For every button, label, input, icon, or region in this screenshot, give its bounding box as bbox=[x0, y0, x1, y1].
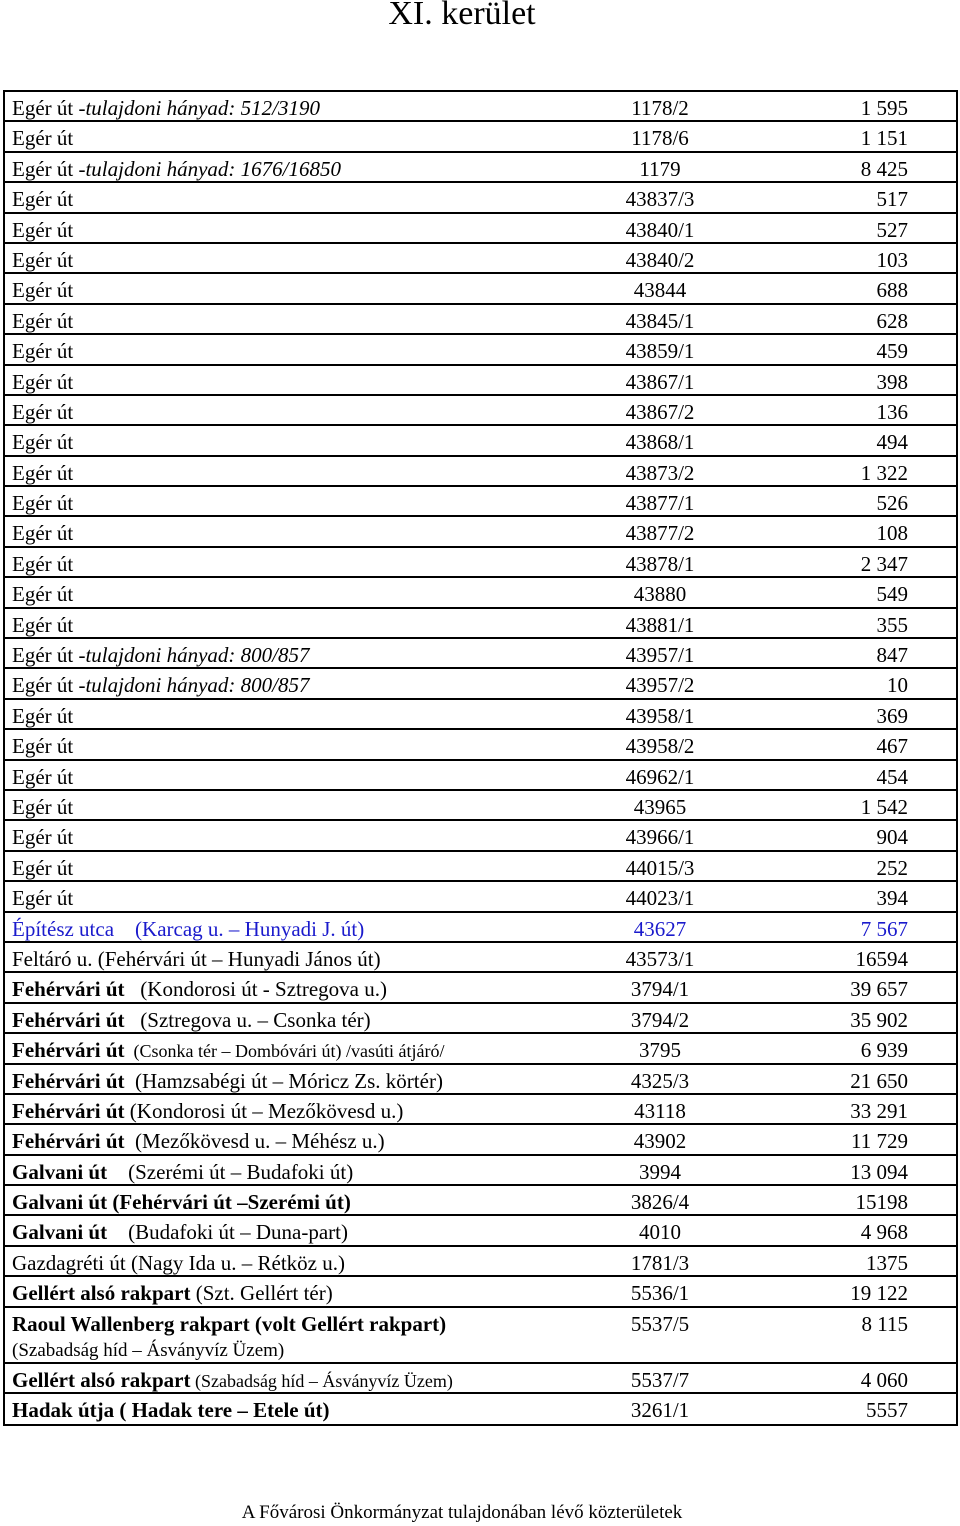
table-row bbox=[5, 548, 956, 578]
street-name: Egér út bbox=[12, 491, 74, 516]
street-name-cell bbox=[12, 580, 73, 608]
area-value: 7 567 bbox=[860, 916, 908, 941]
street-name: Fehérvári út bbox=[12, 1068, 125, 1093]
lot-number: 43867/2 bbox=[625, 399, 695, 424]
lot-number: 3795 bbox=[639, 1038, 681, 1063]
street-name-cell bbox=[12, 1188, 351, 1216]
lot-number: 43837/3 bbox=[625, 187, 695, 212]
street-name: Egér út bbox=[12, 825, 74, 850]
lot-number: 43873/2 bbox=[625, 460, 695, 485]
table-row bbox=[5, 1216, 956, 1246]
street-name-cell bbox=[12, 94, 320, 122]
area-value: 517 bbox=[876, 187, 908, 212]
street-name: Egér út bbox=[12, 187, 74, 212]
lot-number: 43957/1 bbox=[625, 643, 695, 668]
street-name-cell bbox=[12, 823, 73, 851]
street-name: Egér út bbox=[12, 247, 74, 272]
street-name: Gellért alsó rakpart bbox=[12, 1281, 191, 1306]
area-value: 8 425 bbox=[860, 156, 908, 181]
area-value: 35 902 bbox=[850, 1007, 908, 1032]
street-name: Gellért alsó rakpart bbox=[12, 1367, 191, 1392]
street-name: Egér út bbox=[12, 156, 74, 181]
street-name: Egér út bbox=[12, 278, 74, 303]
lot-number: 5536/1 bbox=[630, 1281, 690, 1306]
area-value: 1 322 bbox=[860, 460, 908, 485]
lot-number: 43957/2 bbox=[625, 673, 695, 698]
table-row bbox=[5, 1247, 956, 1277]
street-name-cell bbox=[12, 793, 73, 821]
street-name: Fehérvári út bbox=[12, 1129, 125, 1154]
lot-number: 43118 bbox=[634, 1098, 686, 1123]
street-name: Egér út bbox=[12, 794, 74, 819]
table-row bbox=[5, 517, 956, 547]
street-name: Egér út bbox=[12, 673, 74, 698]
table-row bbox=[5, 639, 956, 669]
street-name-cell bbox=[12, 185, 73, 213]
area-value: 15198 bbox=[855, 1190, 908, 1215]
area-value: 369 bbox=[876, 703, 908, 728]
street-name-cell bbox=[12, 155, 341, 183]
street-name-cell bbox=[12, 732, 73, 760]
street-name-cell bbox=[12, 489, 73, 517]
area-value: 1 542 bbox=[860, 794, 908, 819]
table-row bbox=[5, 214, 956, 244]
area-value: 19 122 bbox=[850, 1281, 908, 1306]
street-name: Egér út bbox=[12, 308, 74, 333]
street-name: Fehérvári út bbox=[12, 1007, 125, 1032]
ownership-share-note: -tulajdoni hányad: 800/857 bbox=[73, 643, 310, 668]
area-value: 394 bbox=[876, 886, 908, 911]
area-value: 136 bbox=[876, 399, 908, 424]
street-section: (Karcag u. – Hunyadi J. út) bbox=[114, 916, 365, 941]
table-row bbox=[5, 791, 956, 821]
table-row bbox=[5, 396, 956, 426]
lot-number: 43877/2 bbox=[625, 521, 695, 546]
street-name: Galvani út bbox=[12, 1220, 108, 1245]
street-name-cell bbox=[12, 854, 73, 882]
table-row bbox=[5, 1095, 956, 1125]
page-footer: A Fővárosi Önkormányzat tulajdonában lévő közterületek bbox=[241, 1502, 683, 1523]
street-name-cell bbox=[12, 276, 73, 304]
area-value: 108 bbox=[876, 521, 908, 546]
street-name-cell bbox=[12, 1366, 453, 1395]
table-row bbox=[5, 882, 956, 912]
area-value: 103 bbox=[876, 247, 908, 272]
street-name-cell bbox=[12, 975, 387, 1003]
street-name: Egér út bbox=[12, 551, 74, 576]
area-value: 526 bbox=[876, 491, 908, 516]
street-section: (Fehérvári út – Hunyadi János út) bbox=[92, 946, 381, 971]
table-row bbox=[5, 1277, 956, 1307]
table-row bbox=[5, 153, 956, 183]
table-row bbox=[5, 669, 956, 699]
table-row bbox=[5, 335, 956, 365]
street-name: Egér út bbox=[12, 126, 74, 151]
ownership-share-note: -tulajdoni hányad: 1676/16850 bbox=[73, 156, 341, 181]
street-name: Egér út bbox=[12, 734, 74, 759]
lot-number: 43627 bbox=[633, 916, 687, 941]
table-row bbox=[5, 1364, 956, 1394]
lot-number: 3994 bbox=[639, 1159, 681, 1184]
street-name-cell bbox=[12, 124, 73, 152]
area-value: 398 bbox=[876, 369, 908, 394]
lot-number: 43880 bbox=[633, 582, 687, 607]
street-name: Galvani út (Fehérvári út –Szerémi út) bbox=[12, 1190, 351, 1215]
street-section: (Kondorosi út - Sztregova u.) bbox=[124, 977, 387, 1002]
table-row bbox=[5, 457, 956, 487]
street-name-cell bbox=[12, 671, 309, 699]
street-name: Fehérvári út bbox=[12, 1038, 125, 1063]
lot-number: 1179 bbox=[639, 156, 681, 181]
area-value: 459 bbox=[876, 339, 908, 364]
lot-number: 44015/3 bbox=[625, 855, 695, 880]
street-name: Fehérvári út bbox=[12, 977, 125, 1002]
street-name-cell bbox=[12, 1279, 333, 1307]
street-section: (Hamzsabégi út – Móricz Zs. körtér) bbox=[124, 1068, 443, 1093]
table-row bbox=[5, 913, 956, 943]
area-value: 16594 bbox=[855, 946, 908, 971]
area-value: 252 bbox=[876, 855, 908, 880]
street-section: (Kondorosi út – Mezőkövesd u.) bbox=[124, 1098, 404, 1123]
lot-number: 4325/3 bbox=[630, 1068, 690, 1093]
area-value: 8 115 bbox=[861, 1311, 908, 1336]
lot-number: 43877/1 bbox=[625, 491, 695, 516]
area-value: 13 094 bbox=[850, 1159, 908, 1184]
street-name-cell bbox=[12, 1006, 371, 1034]
lot-number: 43878/1 bbox=[625, 551, 695, 576]
table-row bbox=[5, 426, 956, 456]
area-value: 355 bbox=[876, 612, 908, 637]
area-value: 688 bbox=[876, 278, 908, 303]
ownership-share-note: -tulajdoni hányad: 800/857 bbox=[73, 673, 310, 698]
table-row bbox=[5, 821, 956, 851]
table-row bbox=[5, 730, 956, 760]
lot-number: 3794/1 bbox=[630, 977, 690, 1002]
area-value: 847 bbox=[876, 643, 908, 668]
lot-number: 3826/4 bbox=[630, 1190, 690, 1215]
street-name: Hadak útja ( Hadak tere – Etele út) bbox=[12, 1398, 330, 1423]
street-name-cell bbox=[12, 1396, 330, 1424]
lot-number: 4010 bbox=[639, 1220, 681, 1245]
street-name-cell bbox=[12, 1067, 443, 1095]
table-row bbox=[5, 487, 956, 517]
street-name-cell bbox=[12, 459, 73, 487]
table-row bbox=[5, 1004, 956, 1034]
lot-number: 1178/6 bbox=[631, 126, 689, 151]
street-name-cell bbox=[12, 641, 309, 669]
area-value: 11 729 bbox=[851, 1129, 908, 1154]
street-name-cell bbox=[12, 1127, 385, 1155]
table-row bbox=[5, 852, 956, 882]
street-name-cell bbox=[12, 1310, 446, 1364]
street-name: Építész utca bbox=[12, 916, 115, 941]
lot-number: 3261/1 bbox=[630, 1398, 690, 1423]
ownership-share-note: -tulajdoni hányad: 512/3190 bbox=[73, 96, 320, 120]
lot-number: 43840/2 bbox=[625, 247, 695, 272]
area-value: 467 bbox=[876, 734, 908, 759]
street-name-cell bbox=[12, 915, 364, 943]
table-row bbox=[5, 92, 956, 122]
street-name-cell bbox=[12, 611, 73, 639]
street-name: Egér út bbox=[12, 764, 74, 789]
street-name-cell bbox=[12, 307, 73, 335]
lot-number: 44023/1 bbox=[625, 886, 695, 911]
area-value: 2 347 bbox=[860, 551, 908, 576]
table-row bbox=[5, 1065, 956, 1095]
street-section: (Budafoki út – Duna-part) bbox=[107, 1220, 348, 1245]
lot-number: 1781/3 bbox=[630, 1250, 690, 1275]
street-name: Raoul Wallenberg rakpart (volt Gellért rakpart) bbox=[12, 1311, 447, 1336]
lot-number: 43958/1 bbox=[625, 703, 695, 728]
street-name-cell bbox=[12, 246, 73, 274]
lot-number: 43845/1 bbox=[625, 308, 695, 333]
table-row bbox=[5, 1125, 956, 1155]
street-name: Egér út bbox=[12, 96, 74, 120]
street-name: Egér út bbox=[12, 643, 74, 668]
lot-number: 46962/1 bbox=[625, 764, 695, 789]
table-row bbox=[5, 1394, 956, 1424]
lot-number: 43573/1 bbox=[625, 946, 695, 971]
table-row bbox=[5, 183, 956, 213]
street-name-cell bbox=[12, 428, 73, 456]
table-row bbox=[5, 761, 956, 791]
street-name-cell bbox=[12, 550, 73, 578]
table-row bbox=[5, 578, 956, 608]
area-value: 527 bbox=[876, 217, 908, 242]
table-row bbox=[5, 366, 956, 396]
area-value: 628 bbox=[876, 308, 908, 333]
street-name: Egér út bbox=[12, 399, 74, 424]
street-name-cell bbox=[12, 884, 73, 912]
page-title: XI. kerület bbox=[388, 0, 536, 32]
lot-number: 43859/1 bbox=[625, 339, 695, 364]
table-row bbox=[5, 973, 956, 1003]
area-value: 1 151 bbox=[860, 126, 908, 151]
street-name: Egér út bbox=[12, 703, 74, 728]
area-value: 10 bbox=[887, 673, 908, 698]
street-name-cell bbox=[12, 945, 381, 973]
street-name: Fehérvári út bbox=[12, 1098, 125, 1123]
street-section: (Szerémi út – Budafoki út) bbox=[107, 1159, 354, 1184]
street-name: Egér út bbox=[12, 612, 74, 637]
area-value: 5557 bbox=[866, 1398, 908, 1423]
lot-number: 43958/2 bbox=[625, 734, 695, 759]
street-name: Egér út bbox=[12, 582, 74, 607]
area-value: 1 595 bbox=[860, 96, 908, 120]
lot-number: 5537/7 bbox=[630, 1367, 690, 1392]
street-name-cell bbox=[12, 702, 73, 730]
lot-number: 43844 bbox=[633, 278, 687, 303]
lot-number: 43881/1 bbox=[625, 612, 695, 637]
table-row bbox=[5, 274, 956, 304]
lot-number: 3794/2 bbox=[630, 1007, 690, 1032]
street-section: (Csonka tér – Dombóvári út) /vasúti átjáró/ bbox=[124, 1041, 445, 1062]
street-name-cell bbox=[12, 1036, 444, 1065]
area-value: 494 bbox=[876, 430, 908, 455]
street-name-cell bbox=[12, 1097, 403, 1125]
lot-number: 43840/1 bbox=[625, 217, 695, 242]
street-name: Gazdagréti út (Nagy Ida u. – Rétköz u.) bbox=[12, 1250, 345, 1275]
street-name: Egér út bbox=[12, 855, 74, 880]
table-row bbox=[5, 1156, 956, 1186]
street-section: (Szabadság híd – Ásványvíz Üzem) bbox=[190, 1370, 453, 1391]
lot-number: 43902 bbox=[633, 1129, 687, 1154]
street-name-cell bbox=[12, 368, 73, 396]
lot-number: 43965 bbox=[633, 794, 687, 819]
area-value: 1375 bbox=[866, 1250, 908, 1275]
table-row bbox=[5, 1186, 956, 1216]
street-name-cell bbox=[12, 1158, 353, 1186]
street-name-cell bbox=[12, 337, 73, 365]
street-name: Galvani út bbox=[12, 1159, 108, 1184]
street-name: Feltáró u. bbox=[12, 946, 93, 971]
street-name: Egér út bbox=[12, 339, 74, 364]
area-value: 904 bbox=[876, 825, 908, 850]
lot-number: 43966/1 bbox=[625, 825, 695, 850]
area-value: 549 bbox=[876, 582, 908, 607]
table-row bbox=[5, 609, 956, 639]
street-name-cell bbox=[12, 519, 73, 547]
property-table bbox=[3, 90, 958, 1426]
street-name: Egér út bbox=[12, 430, 74, 455]
street-name-cell bbox=[12, 398, 73, 426]
table-row bbox=[5, 1034, 956, 1064]
street-name-cell bbox=[12, 763, 73, 791]
table-row bbox=[5, 305, 956, 335]
area-value: 4 060 bbox=[860, 1367, 908, 1392]
area-value: 454 bbox=[876, 764, 908, 789]
street-name-cell bbox=[12, 216, 73, 244]
area-value: 6 939 bbox=[860, 1038, 908, 1063]
street-section: (Sztregova u. – Csonka tér) bbox=[124, 1007, 371, 1032]
area-value: 21 650 bbox=[850, 1068, 908, 1093]
area-value: 39 657 bbox=[850, 977, 908, 1002]
street-section: (Mezőkövesd u. – Méhész u.) bbox=[124, 1129, 385, 1154]
area-value: 33 291 bbox=[850, 1098, 908, 1123]
lot-number: 1178/2 bbox=[631, 96, 689, 120]
table-row bbox=[5, 122, 956, 152]
lot-number: 43868/1 bbox=[625, 430, 695, 455]
area-value: 4 968 bbox=[860, 1220, 908, 1245]
street-name-cell bbox=[12, 1249, 345, 1277]
street-name-cell bbox=[12, 1218, 348, 1246]
table-row bbox=[5, 943, 956, 973]
street-name: Egér út bbox=[12, 886, 74, 911]
street-section: (Szabadság híd – Ásványvíz Üzem) bbox=[12, 1339, 285, 1361]
table-row bbox=[5, 244, 956, 274]
lot-number: 43867/1 bbox=[625, 369, 695, 394]
street-name: Egér út bbox=[12, 217, 74, 242]
street-name: Egér út bbox=[12, 460, 74, 485]
table-row bbox=[5, 1308, 956, 1364]
street-section: (Szt. Gellért tér) bbox=[190, 1281, 333, 1306]
table-row bbox=[5, 700, 956, 730]
street-name: Egér út bbox=[12, 369, 74, 394]
street-name: Egér út bbox=[12, 521, 74, 546]
lot-number: 5537/5 bbox=[630, 1311, 690, 1336]
